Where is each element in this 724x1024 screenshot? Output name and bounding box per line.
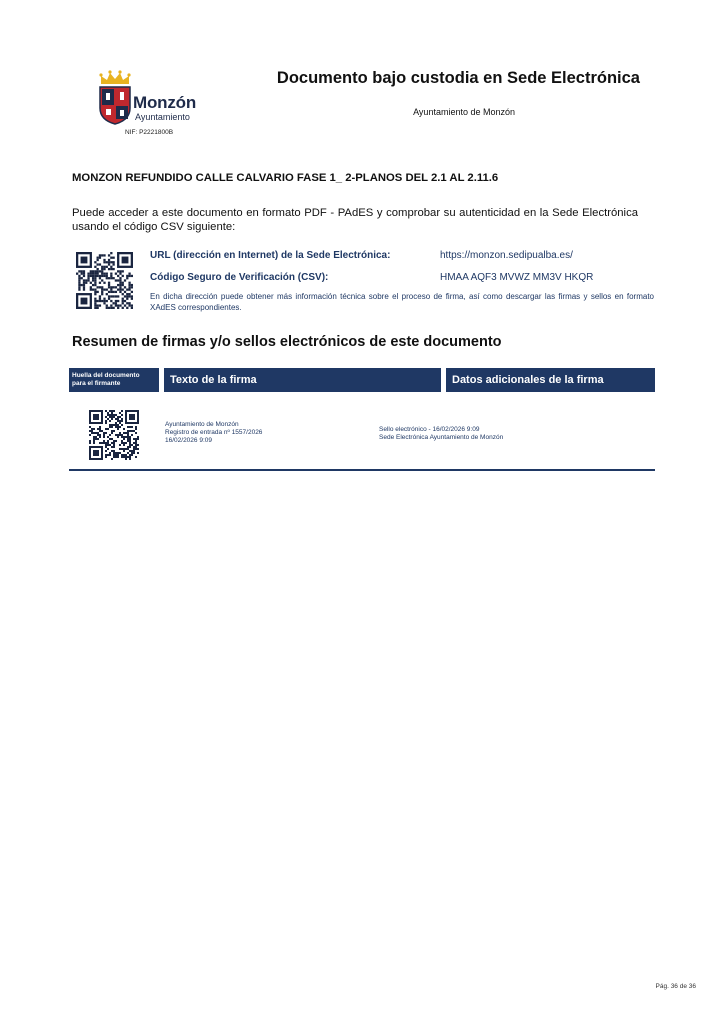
signature-text-line: Ayuntamiento de Monzón: [165, 421, 239, 428]
additional-data-line: Sede Electrónica Ayuntamiento de Monzón: [379, 434, 504, 441]
document-name: MONZON REFUNDIDO CALLE CALVARIO FASE 1_ 2-PLANOS DEL 2.1 AL 2.11.6: [72, 172, 499, 184]
signature-text-line: 16/02/2026 9:09: [165, 437, 212, 444]
csv-code-value: HMAA AQF3 MVWZ MM3V HKQR: [440, 272, 594, 283]
logo-name: Monzón: [133, 93, 196, 112]
column-header-fingerprint-line1: Huella del documento: [72, 372, 140, 379]
signatures-section-title: Resumen de firmas y/o sellos electrónicos de este documento: [72, 334, 502, 350]
csv-note: En dicha dirección puede obtener más información técnica sobre el proceso de firma, así como descargar las firmas y sellos en formato XAdES correspondientes.: [150, 292, 654, 312]
signature-text-line: Registro de entrada nº 1557/2026: [165, 429, 263, 436]
page-number: Pág. 36 de 36: [655, 983, 696, 990]
crest-icon: [98, 70, 132, 126]
nif-label: NIF: P2221800B: [125, 129, 174, 136]
csv-code-label: Código Seguro de Verificación (CSV):: [150, 272, 329, 283]
additional-data-line: Sello electrónico - 16/02/2026 9:09: [379, 426, 480, 433]
intro-paragraph: Puede acceder a este documento en formato PDF - PAdES y comprobar su autenticidad en la Sede Electrónica usando el código CSV siguiente:: [72, 207, 638, 233]
page-subtitle: Ayuntamiento de Monzón: [413, 107, 515, 117]
additional-data-cell: [379, 426, 503, 442]
column-header-signature-text: Texto de la firma: [164, 368, 441, 392]
signature-text-cell: [165, 421, 262, 445]
url-link[interactable]: https://monzon.sedipualba.es/: [440, 250, 573, 261]
qr-code-icon: [89, 410, 139, 460]
row-divider: [69, 469, 655, 471]
url-label: URL (dirección en Internet) de la Sede Electrónica:: [150, 250, 391, 261]
page-title: Documento bajo custodia en Sede Electrónica: [276, 69, 640, 87]
column-header-fingerprint: [69, 368, 159, 392]
qr-code-icon: [76, 252, 133, 309]
logo-subtitle: Ayuntamiento: [135, 112, 190, 122]
column-header-additional-data: Datos adicionales de la firma: [446, 368, 655, 392]
crown-icon: [99, 70, 130, 84]
column-header-fingerprint-line2: para el firmante: [72, 380, 121, 387]
